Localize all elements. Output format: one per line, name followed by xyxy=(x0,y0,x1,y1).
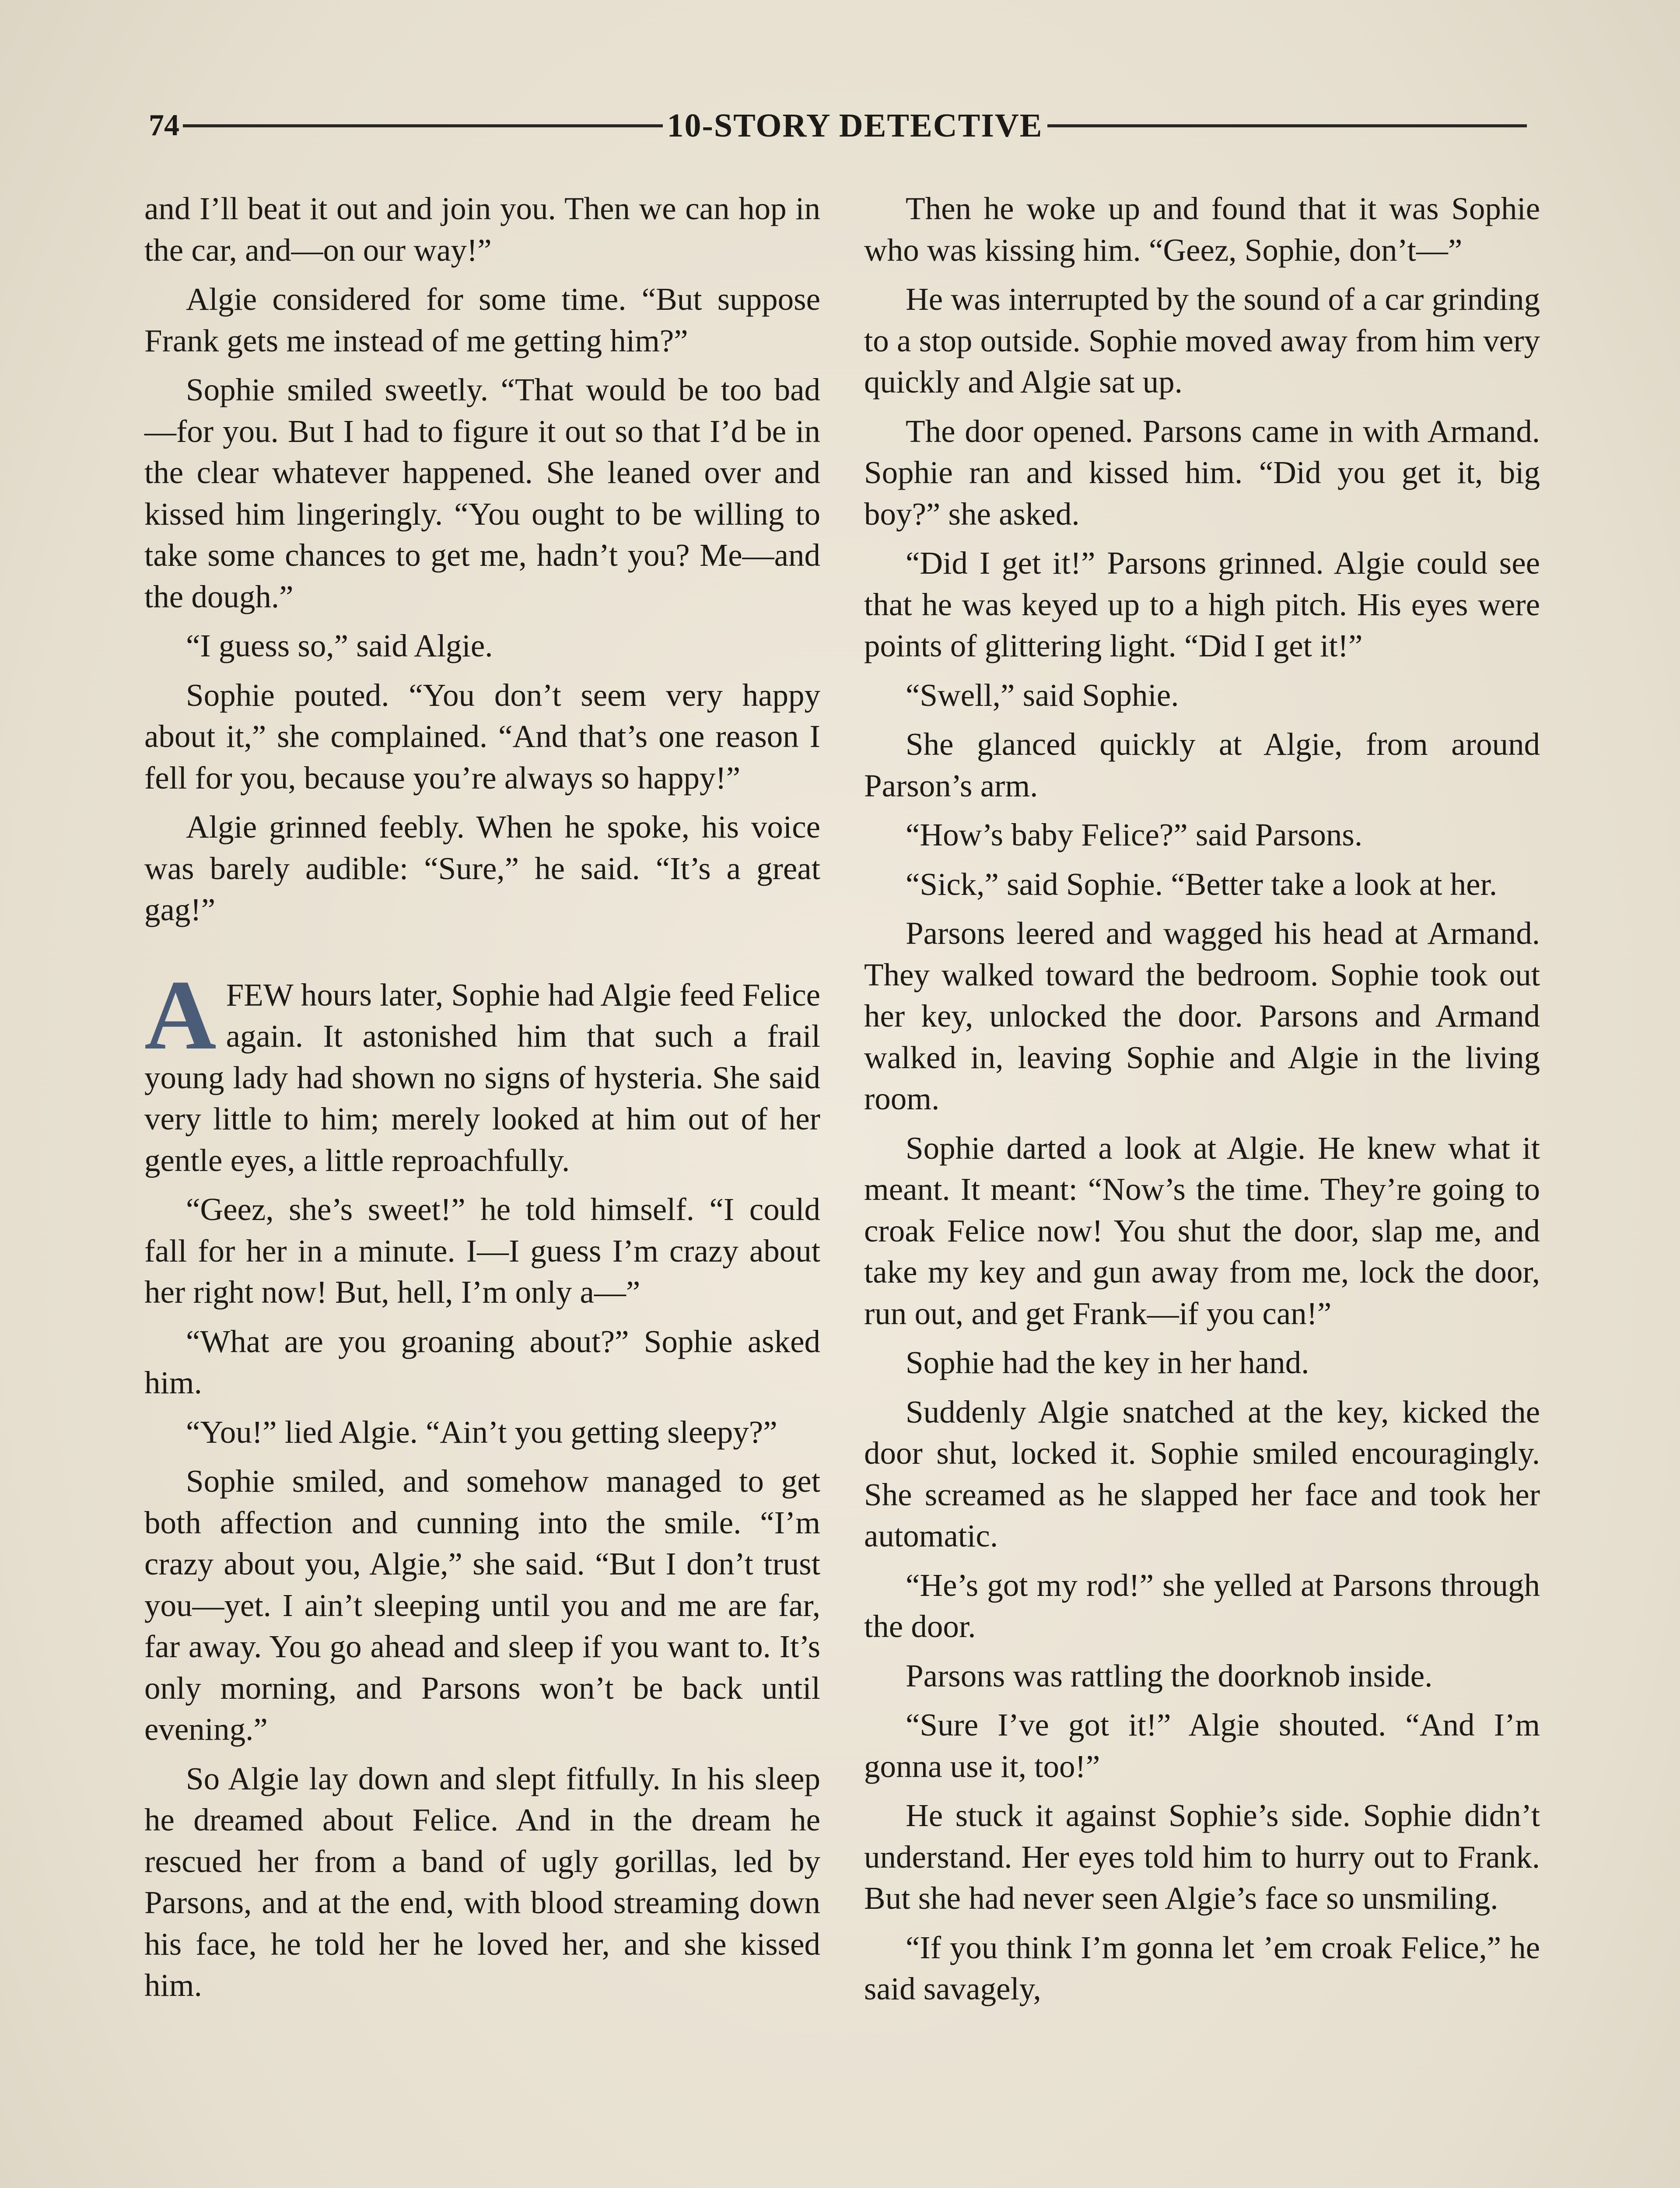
section-lead-word: FEW xyxy=(226,977,293,1013)
running-header xyxy=(149,102,1527,150)
paragraph: Then he woke up and found that it was Sophie who was kissing him. “Geez, Sophie, don’t—” xyxy=(864,191,1540,268)
magazine-title: 10-STORY DETECTIVE xyxy=(667,107,1043,144)
header-rule-right xyxy=(1047,124,1527,127)
paragraph: Algie considered for some time. “But suppose Frank gets me instead of me getting him?” xyxy=(144,281,820,358)
paragraph: Sophie darted a look at Algie. He knew what it meant. It meant: “Now’s the time. They’re going to croak Felice now! You shut the door, slap me, and take my key and gun away from me, lock the door, run out, and get Frank—if you can!” xyxy=(864,1130,1540,1331)
paragraph: Sophie smiled sweetly. “That would be too bad—for you. But I had to figure it out so that I’d be in the clear whatever happened. She leaned over and kissed him lingeringly. “You ought to be willing to take some chances to get me, hadn’t you? Me—and the dough.” xyxy=(144,372,820,614)
paragraph: Parsons leered and wagged his head at Armand. They walked toward the bedroom. Sophie took out her key, unlocked the door. Parsons and Armand walked in, leaving Sophie and Algie in the living room. xyxy=(864,915,1540,1116)
paragraph: “How’s baby Felice?” said Parsons. xyxy=(906,817,1363,852)
paragraph: Parsons was rattling the doorknob inside. xyxy=(906,1658,1433,1694)
right-column xyxy=(864,188,1540,2018)
paragraph: Suddenly Algie snatched at the key, kicked the door shut, locked it. Sophie smiled encouragingly. She screamed as he slapped her face and took her automatic. xyxy=(864,1394,1540,1553)
paragraph: “What are you groaning about?” Sophie asked him. xyxy=(144,1323,820,1400)
paragraph: “You!” lied Algie. “Ain’t you getting sleepy?” xyxy=(186,1414,777,1450)
paragraph: and I’ll beat it out and join you. Then we can hop in the car, and—on our way!” xyxy=(144,191,820,268)
paragraph: “Sick,” said Sophie. “Better take a look at her. xyxy=(906,866,1498,902)
paragraph: The door opened. Parsons came in with Armand. Sophie ran and kissed him. “Did you get it, big boy?” she asked. xyxy=(864,413,1540,532)
paragraph: She glanced quickly at Algie, from around Parson’s arm. xyxy=(864,726,1540,803)
page-number: 74 xyxy=(149,109,179,142)
paragraph: Sophie had the key in her hand. xyxy=(906,1345,1309,1380)
paragraph: Sophie smiled, and somehow managed to get both affection and cunning into the smile. “I’m crazy about you, Algie,” she said. “But I don’t trust you—yet. I ain’t sleeping until you and me are far, far away. You go ahead and sleep if you want to. It’s only morning, and Parsons won’t be back until evening.” xyxy=(144,1463,820,1747)
paragraph: “Did I get it!” Parsons grinned. Algie could see that he was keyed up to a high pitch. His eyes were points of glittering light. “Did I get it!” xyxy=(864,545,1540,663)
paragraph: “Sure I’ve got it!” Algie shouted. “And I’m gonna use it, too!” xyxy=(864,1707,1540,1784)
paragraph: “I guess so,” said Algie. xyxy=(186,628,493,663)
paragraph: “He’s got my rod!” she yelled at Parsons through the door. xyxy=(864,1567,1540,1644)
section-opening-text: hours later, Sophie had Algie feed Felice again. It astonished him that such a frail young lady had shown no signs of hysteria. She said very little to him; merely looked at him out of her gentle eyes, a little reproachfully. xyxy=(144,977,820,1178)
paragraph: “If you think I’m gonna let ’em croak Felice,” he said savagely, xyxy=(864,1929,1540,2006)
drop-cap: A xyxy=(144,960,217,1070)
paragraph: “Swell,” said Sophie. xyxy=(906,677,1179,713)
paragraph: Sophie pouted. “You don’t seem very happy about it,” she complained. “And that’s one reason I fell for you, because you’re always so happy!” xyxy=(144,677,820,796)
paragraph: So Algie lay down and slept fitfully. In his sleep he dreamed about Felice. And in the dream he rescued her from a band of ugly gorillas, led by Parsons, and at the end, with blood streaming down his face, he told her he loved her, and she kissed him. xyxy=(144,1760,820,2003)
paragraph: He was interrupted by the sound of a car grinding to a stop outside. Sophie moved away from him very quickly and Algie sat up. xyxy=(864,281,1540,400)
section-opening-paragraph xyxy=(144,960,820,1182)
paragraph: “Geez, she’s sweet!” he told himself. “I could fall for her in a minute. I—I guess I’m crazy about her right now! But, hell, I’m only a—” xyxy=(144,1192,820,1310)
header-rule-left xyxy=(183,124,663,127)
paragraph: He stuck it against Sophie’s side. Sophie didn’t understand. Her eyes told him to hurry out to Frank. But she had never seen Algie’s face so unsmiling. xyxy=(864,1798,1540,1916)
left-column xyxy=(144,188,820,2014)
paragraph: Algie grinned feebly. When he spoke, his voice was barely audible: “Sure,” he said. “It’s a great gag!” xyxy=(144,809,820,927)
